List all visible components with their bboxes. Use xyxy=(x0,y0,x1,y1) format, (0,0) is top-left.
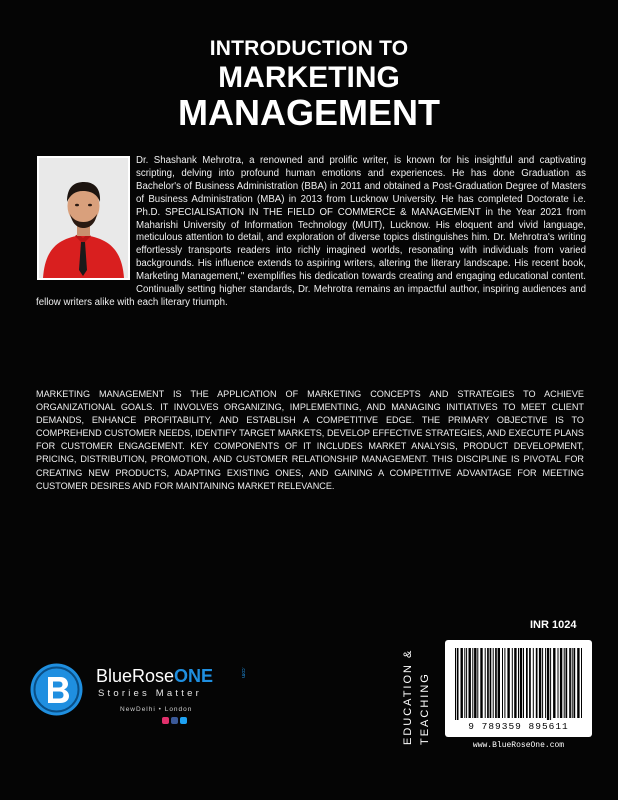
title-line-2: MARKETING xyxy=(218,61,400,94)
publisher-tagline: Stories Matter xyxy=(98,688,202,699)
title-line-1: INTRODUCTION TO xyxy=(209,37,409,60)
category-line-1: EDUCATION & xyxy=(402,648,414,745)
isbn-number: 9 789359 895611 xyxy=(468,721,569,732)
instagram-icon xyxy=(162,717,169,724)
facebook-icon xyxy=(171,717,178,724)
social-icons xyxy=(162,717,187,725)
website-url: www.BlueRoseOne.com xyxy=(472,741,565,750)
author-bio-text: Dr. Shashank Mehrotra, a renowned and prolific writer, is known for his insightful and captivating scripting, delving into profound human emotions and experiences. He has done Graduation as Bachelor's of Business Administration (BBA) in 2011 and obtained a Post-Graduation Degree of Masters of Business Administration (MBA) in 2013 from Lucknow University. He has completed Doctorate i.e. Ph.D. SPECIALISATION IN THE FIELD OF COMMERCE & MANAGEMENT in the Year 2021 from Maharishi University of Information Technology (MUIT), Lucknow. His eloquent and vivid language, meticulous attention to detail, and exploration of diverse topics distinguishes him. Dr. Mehrotra's writing effortlessly transports readers into richly imagined worlds, resonating with individuals from varied backgrounds. His influence extends to aspiring writers, altering the literary landscape. His recent book, Marketing Management," exemplifies his dedication towards creating and engaging educational content. Continually setting higher standards, Dr. Mehrotra remains an impactful author, inspiring audiences and fellow writers alike with each literary triumph. xyxy=(36,155,586,308)
publisher-com: .com xyxy=(240,667,246,678)
publisher-name-one: ONE xyxy=(174,666,214,686)
publisher-logo-icon xyxy=(30,663,83,716)
title-line-3: MANAGEMENT xyxy=(178,92,440,133)
twitter-icon xyxy=(180,717,187,724)
publisher-name-blue: BlueRose xyxy=(96,666,175,686)
publisher-cities: NewDelhi • London xyxy=(120,706,193,713)
category-label xyxy=(400,633,440,745)
category-line-2: TEACHING xyxy=(419,672,431,745)
publisher-name xyxy=(96,666,213,687)
book-synopsis: MARKETING MANAGEMENT IS THE APPLICATION OF MARKETING CONCEPTS AND STRATEGIES TO ACHIEVE ORGANIZATIONAL GOALS. IT INVOLVES ORGANIZING, IMPLEMENTING, AND MANAGING INITIATIVES TO MEET CLIENT DEMANDS, ENHANCE PROFITABILITY, AND ESTABLISH A COMPETITIVE EDGE. THE PRIMARY OBJECTIVE IS TO COMPREHEND CUSTOMER NEEDS, IDENTIFY TARGET MARKETS, DEVELOP EFFECTIVE STRATEGIES, AND EXECUTE PLANS FOR CUSTOMER ENGAGEMENT. KEY COMPONENTS OF IT INCLUDES MARKET ANALYSIS, PRODUCT DEVELOPMENT, PRICING, DISTRIBUTION, PROMOTION, AND CUSTOMER RELATIONSHIP MANAGEMENT. THIS DISCIPLINE IS PIVOTAL FOR CREATING NEW PRODUCTS, ADAPTING EXISTING ONES, AND GAINING A COMPETITIVE ADVANTAGE FOR MEETING CUSTOMER DESIRES AND FOR MAINTAINING MARKET RELEVANCE. xyxy=(36,389,584,491)
author-bio xyxy=(36,155,586,310)
book-title xyxy=(0,38,618,131)
price-label: INR 1024 xyxy=(530,619,577,631)
barcode-bars-icon xyxy=(445,640,592,720)
